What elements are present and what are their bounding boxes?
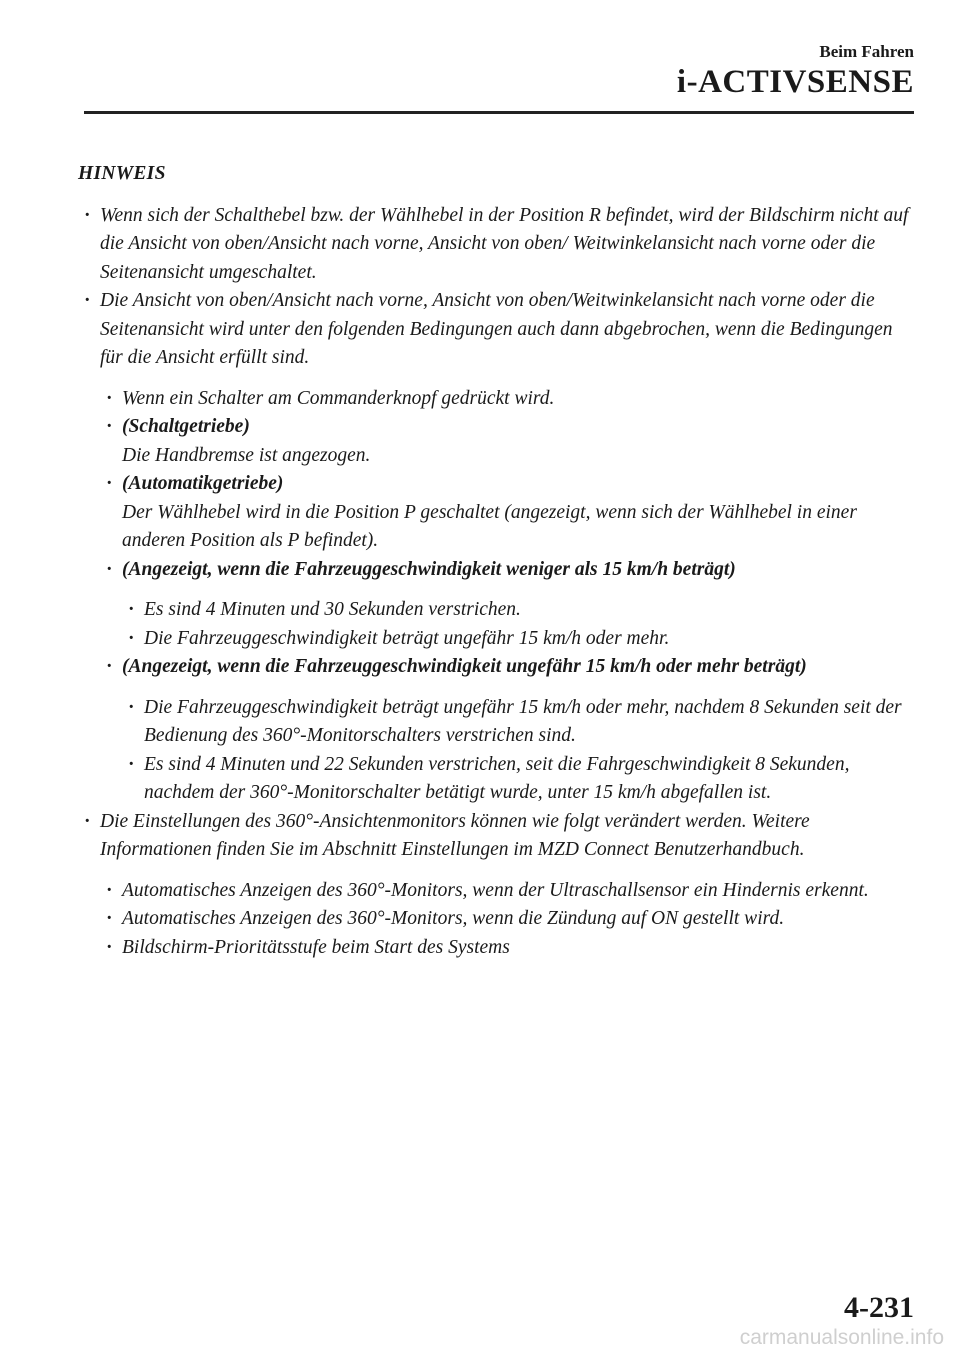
settings-item: · Automatisches Anzeigen des 360°-Monitors, wenn die Zündung auf ON gestellt wird.: [78, 905, 916, 934]
condition-text: Die Handbremse ist angezogen.: [122, 444, 371, 466]
sub-condition-item: · Die Fahrzeuggeschwindigkeit beträgt ungefähr 15 km/h oder mehr, nachdem 8 Sekunden seit der Bedienung des 360°-Monitorschalters verstrichen sind.: [78, 694, 916, 751]
note-title: HINWEIS: [78, 163, 166, 184]
condition-heading: · (Schaltgetriebe): [78, 413, 916, 442]
sub-condition-item: · Die Fahrzeuggeschwindigkeit beträgt ungefähr 15 km/h oder mehr.: [78, 625, 916, 654]
section-title: Beim Fahren: [819, 42, 914, 61]
note-bullet: · Die Ansicht von oben/Ansicht nach vorne, Ansicht von oben/Weitwinkelansicht nach vorne oder die Seitenansicht wird unter den folgenden Bedingungen auch dann abgebrochen, wenn die Bedingungen für die Ansicht erfüllt sind.: [78, 287, 916, 373]
condition-heading: · (Angezeigt, wenn die Fahrzeuggeschwindigkeit weniger als 15 km/h beträgt): [78, 556, 916, 585]
settings-item: · Bildschirm-Prioritätsstufe beim Start des Systems: [78, 934, 916, 963]
sub-condition-item: · Es sind 4 Minuten und 22 Sekunden verstrichen, seit die Fahrgeschwindigkeit 8 Sekunden, nachdem der 360°-Monitorschalter betätigt wurde, unter 15 km/h abgefallen ist.: [78, 751, 916, 808]
watermark: carmanualsonline.info: [739, 1326, 944, 1349]
condition-heading: · (Automatikgetriebe): [78, 470, 916, 499]
condition-heading: · (Angezeigt, wenn die Fahrzeuggeschwindigkeit ungefähr 15 km/h oder mehr beträgt): [78, 653, 916, 682]
condition-text: Der Wählhebel wird in die Position P geschaltet (angezeigt, wenn sich der Wählhebel in einer anderen Position als P befindet).: [122, 501, 857, 551]
page-number: 4-231: [844, 1291, 914, 1324]
sub-condition-item: · Es sind 4 Minuten und 30 Sekunden verstrichen.: [78, 596, 916, 625]
note-block: [78, 160, 916, 962]
settings-item: · Automatisches Anzeigen des 360°-Monitors, wenn der Ultraschallsensor ein Hindernis erkennt.: [78, 877, 916, 906]
note-bullet: · Die Einstellungen des 360°-Ansichtenmonitors können wie folgt verändert werden. Weitere Informationen finden Sie im Abschnitt Einstellungen im MZD Connect Benutzerhandbuch.: [78, 808, 916, 865]
condition-item: · Wenn ein Schalter am Commanderknopf gedrückt wird.: [78, 385, 916, 414]
chapter-title: i-ACTIVSENSE: [676, 64, 914, 100]
note-bullet: · Wenn sich der Schalthebel bzw. der Wählhebel in der Position R befindet, wird der Bildschirm nicht auf die Ansicht von oben/Ansicht nach vorne, Ansicht von oben/ Weitwinkelansicht nach vorne oder die Seitenansicht umgeschaltet.: [78, 202, 916, 288]
page-header: [677, 42, 914, 100]
header-rule: [84, 111, 914, 114]
